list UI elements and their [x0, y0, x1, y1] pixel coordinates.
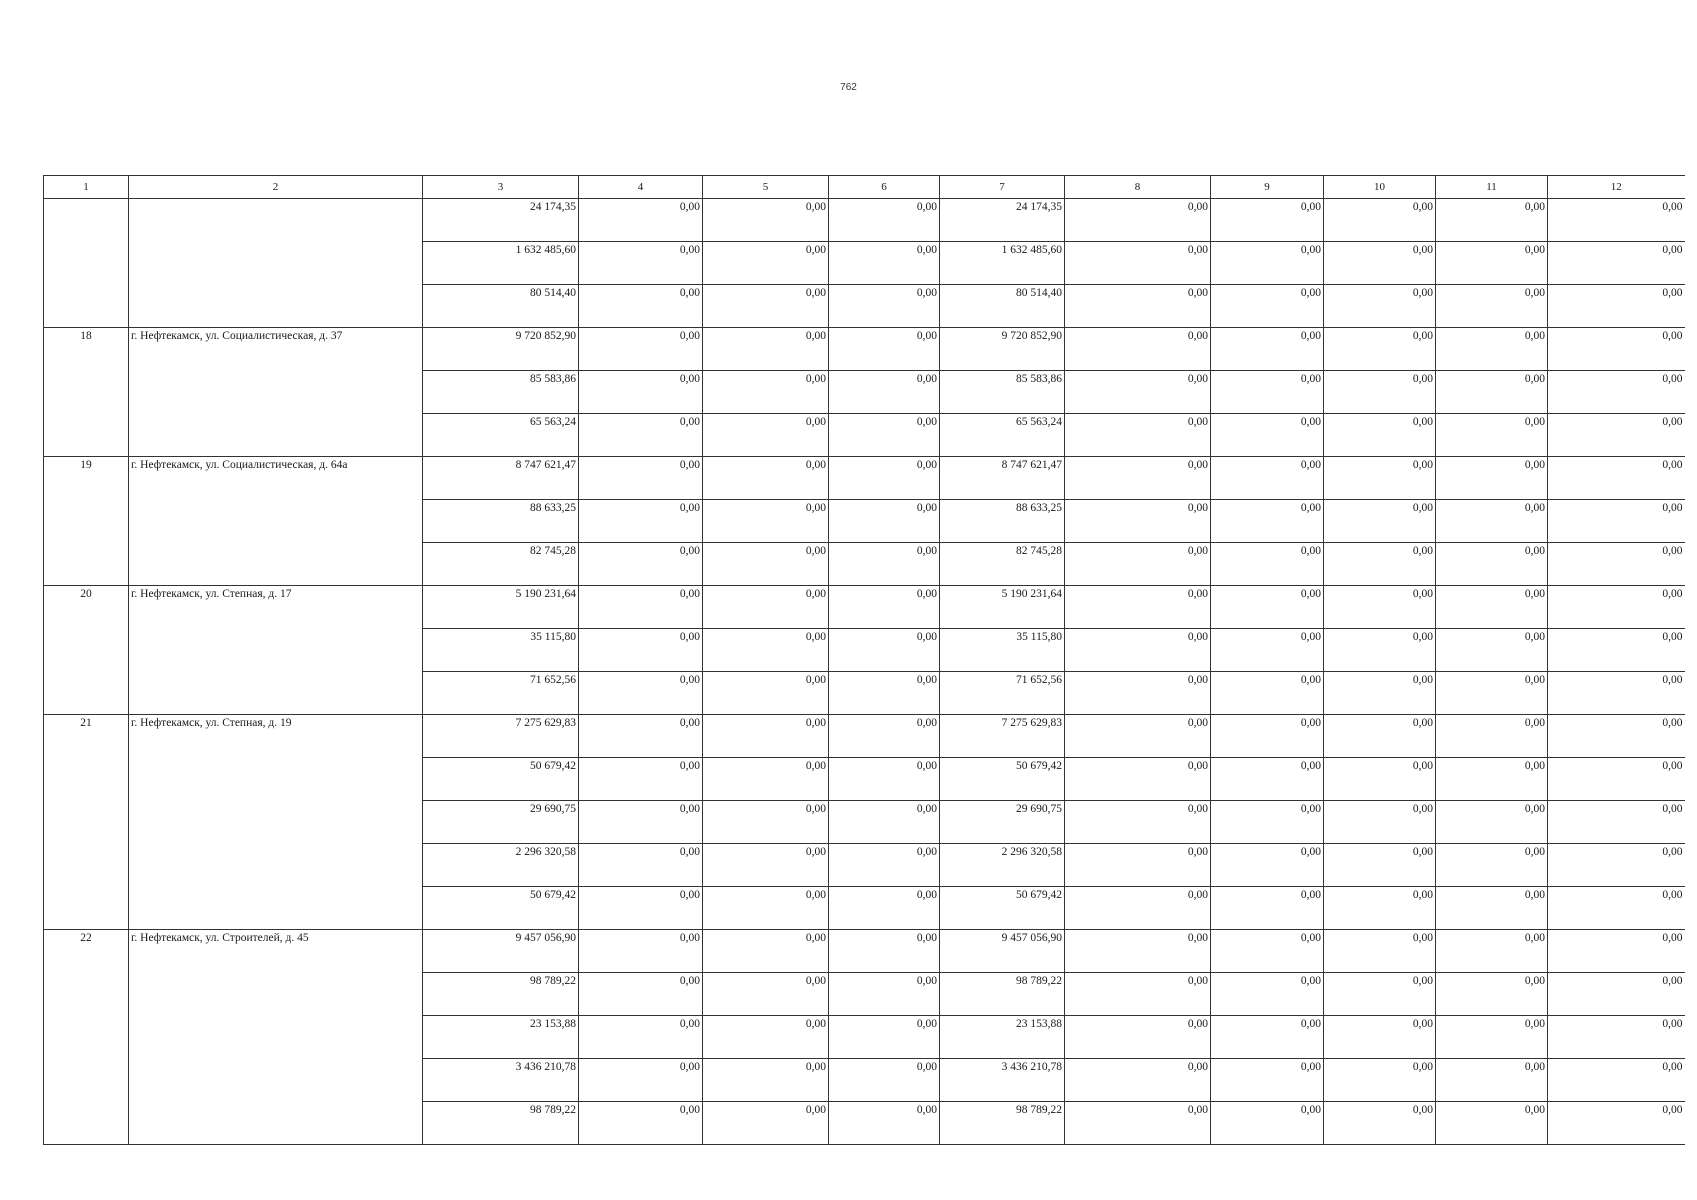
- column-header: 3: [423, 176, 579, 199]
- value-cell: 0,00: [1211, 457, 1324, 500]
- value-cell: 0,00: [1436, 973, 1548, 1016]
- value-cell: 29 690,75: [423, 801, 579, 844]
- column-header: 1: [44, 176, 129, 199]
- table-header: [44, 176, 1685, 199]
- value-cell: 0,00: [1548, 801, 1685, 844]
- value-cell: 0,00: [1548, 973, 1685, 1016]
- value-cell: 0,00: [1211, 199, 1324, 242]
- value-cell: 0,00: [1324, 414, 1436, 457]
- value-cell: 0,00: [1436, 715, 1548, 758]
- value-cell: 98 789,22: [423, 1102, 579, 1145]
- value-cell: 0,00: [829, 801, 940, 844]
- column-header: 10: [1324, 176, 1436, 199]
- address-cell: г. Нефтекамск, ул. Социалистическая, д. 64а: [129, 457, 423, 586]
- value-cell: 0,00: [1324, 629, 1436, 672]
- value-cell: 0,00: [1324, 500, 1436, 543]
- value-cell: 0,00: [1548, 629, 1685, 672]
- value-cell: 0,00: [1436, 844, 1548, 887]
- table-body: [44, 199, 1685, 1145]
- value-cell: 0,00: [703, 242, 829, 285]
- value-cell: 0,00: [703, 586, 829, 629]
- value-cell: 0,00: [579, 586, 703, 629]
- value-cell: 0,00: [1436, 1059, 1548, 1102]
- value-cell: 0,00: [1324, 1059, 1436, 1102]
- value-cell: 3 436 210,78: [423, 1059, 579, 1102]
- value-cell: 0,00: [703, 715, 829, 758]
- header-row: [44, 176, 1685, 199]
- value-cell: 50 679,42: [940, 887, 1065, 930]
- value-cell: 0,00: [1065, 801, 1211, 844]
- value-cell: 0,00: [1548, 457, 1685, 500]
- value-cell: 0,00: [1548, 285, 1685, 328]
- value-cell: 0,00: [579, 1102, 703, 1145]
- value-cell: 0,00: [1548, 758, 1685, 801]
- value-cell: 0,00: [1324, 844, 1436, 887]
- value-cell: 0,00: [579, 543, 703, 586]
- value-cell: 0,00: [1211, 672, 1324, 715]
- value-cell: 0,00: [829, 629, 940, 672]
- value-cell: 80 514,40: [423, 285, 579, 328]
- value-cell: 0,00: [1436, 414, 1548, 457]
- value-cell: 0,00: [1065, 371, 1211, 414]
- value-cell: 0,00: [579, 1016, 703, 1059]
- value-cell: 0,00: [1065, 887, 1211, 930]
- value-cell: 35 115,80: [940, 629, 1065, 672]
- table-row: [44, 930, 1685, 973]
- value-cell: 0,00: [703, 844, 829, 887]
- value-cell: 0,00: [1211, 801, 1324, 844]
- value-cell: 0,00: [1548, 500, 1685, 543]
- value-cell: 0,00: [1065, 199, 1211, 242]
- value-cell: 0,00: [1211, 887, 1324, 930]
- value-cell: 0,00: [1548, 328, 1685, 371]
- value-cell: 7 275 629,83: [940, 715, 1065, 758]
- value-cell: 0,00: [1436, 758, 1548, 801]
- value-cell: 0,00: [1436, 328, 1548, 371]
- value-cell: 0,00: [703, 887, 829, 930]
- value-cell: 85 583,86: [423, 371, 579, 414]
- value-cell: 71 652,56: [423, 672, 579, 715]
- value-cell: 0,00: [703, 1016, 829, 1059]
- data-table: [43, 175, 1685, 1145]
- value-cell: 0,00: [579, 758, 703, 801]
- value-cell: 0,00: [829, 930, 940, 973]
- value-cell: 0,00: [829, 1016, 940, 1059]
- column-header: 12: [1548, 176, 1685, 199]
- value-cell: 0,00: [1324, 328, 1436, 371]
- value-cell: 8 747 621,47: [423, 457, 579, 500]
- row-number-cell: 21: [44, 715, 129, 930]
- value-cell: 0,00: [1436, 199, 1548, 242]
- value-cell: 0,00: [1436, 371, 1548, 414]
- value-cell: 0,00: [1211, 844, 1324, 887]
- value-cell: 0,00: [829, 328, 940, 371]
- value-cell: 0,00: [579, 242, 703, 285]
- value-cell: 50 679,42: [423, 758, 579, 801]
- value-cell: 0,00: [829, 371, 940, 414]
- value-cell: 0,00: [1211, 715, 1324, 758]
- value-cell: 0,00: [1065, 758, 1211, 801]
- value-cell: 0,00: [1548, 672, 1685, 715]
- value-cell: 24 174,35: [423, 199, 579, 242]
- value-cell: 2 296 320,58: [940, 844, 1065, 887]
- value-cell: 0,00: [1065, 629, 1211, 672]
- value-cell: 5 190 231,64: [423, 586, 579, 629]
- value-cell: 0,00: [579, 328, 703, 371]
- value-cell: 0,00: [829, 543, 940, 586]
- value-cell: 0,00: [1548, 715, 1685, 758]
- value-cell: 0,00: [1436, 930, 1548, 973]
- value-cell: 82 745,28: [423, 543, 579, 586]
- value-cell: 88 633,25: [423, 500, 579, 543]
- value-cell: 0,00: [1324, 715, 1436, 758]
- value-cell: 23 153,88: [423, 1016, 579, 1059]
- value-cell: 0,00: [579, 500, 703, 543]
- value-cell: 0,00: [579, 285, 703, 328]
- value-cell: 0,00: [1065, 1059, 1211, 1102]
- value-cell: 0,00: [1548, 543, 1685, 586]
- value-cell: 0,00: [1436, 629, 1548, 672]
- value-cell: 0,00: [1211, 973, 1324, 1016]
- column-header: 5: [703, 176, 829, 199]
- value-cell: 0,00: [1324, 930, 1436, 973]
- value-cell: 0,00: [829, 242, 940, 285]
- row-number-cell: 20: [44, 586, 129, 715]
- value-cell: 0,00: [1065, 500, 1211, 543]
- value-cell: 0,00: [1211, 371, 1324, 414]
- value-cell: 0,00: [1324, 586, 1436, 629]
- value-cell: 0,00: [1065, 844, 1211, 887]
- value-cell: 88 633,25: [940, 500, 1065, 543]
- value-cell: 0,00: [703, 1102, 829, 1145]
- value-cell: 0,00: [703, 672, 829, 715]
- value-cell: 0,00: [579, 629, 703, 672]
- value-cell: 0,00: [703, 973, 829, 1016]
- column-header: 6: [829, 176, 940, 199]
- value-cell: 0,00: [1324, 887, 1436, 930]
- value-cell: 0,00: [1065, 414, 1211, 457]
- value-cell: 0,00: [829, 1102, 940, 1145]
- table-row: [44, 199, 1685, 242]
- value-cell: 0,00: [579, 457, 703, 500]
- value-cell: 0,00: [1211, 500, 1324, 543]
- value-cell: 0,00: [1436, 801, 1548, 844]
- value-cell: 0,00: [1548, 887, 1685, 930]
- value-cell: 0,00: [1436, 586, 1548, 629]
- value-cell: 0,00: [1065, 586, 1211, 629]
- value-cell: 0,00: [1211, 1059, 1324, 1102]
- value-cell: 0,00: [1324, 285, 1436, 328]
- value-cell: 0,00: [829, 715, 940, 758]
- value-cell: 0,00: [829, 414, 940, 457]
- value-cell: 9 457 056,90: [423, 930, 579, 973]
- address-cell: г. Нефтекамск, ул. Социалистическая, д. 37: [129, 328, 423, 457]
- value-cell: 82 745,28: [940, 543, 1065, 586]
- value-cell: 0,00: [579, 715, 703, 758]
- value-cell: 0,00: [579, 371, 703, 414]
- row-number-cell: 22: [44, 930, 129, 1145]
- value-cell: 0,00: [1548, 242, 1685, 285]
- table-row: [44, 457, 1685, 500]
- value-cell: 85 583,86: [940, 371, 1065, 414]
- value-cell: 5 190 231,64: [940, 586, 1065, 629]
- value-cell: 9 720 852,90: [423, 328, 579, 371]
- value-cell: 0,00: [1324, 1102, 1436, 1145]
- row-number-cell: 18: [44, 328, 129, 457]
- value-cell: 0,00: [703, 801, 829, 844]
- value-cell: 24 174,35: [940, 199, 1065, 242]
- value-cell: 0,00: [1211, 242, 1324, 285]
- value-cell: 0,00: [1436, 672, 1548, 715]
- value-cell: 0,00: [1065, 930, 1211, 973]
- value-cell: 0,00: [829, 887, 940, 930]
- value-cell: 0,00: [1548, 1016, 1685, 1059]
- value-cell: 0,00: [829, 758, 940, 801]
- value-cell: 80 514,40: [940, 285, 1065, 328]
- address-cell: г. Нефтекамск, ул. Степная, д. 19: [129, 715, 423, 930]
- value-cell: 0,00: [1324, 371, 1436, 414]
- value-cell: 98 789,22: [423, 973, 579, 1016]
- column-header: 9: [1211, 176, 1324, 199]
- value-cell: 0,00: [1211, 328, 1324, 371]
- value-cell: 0,00: [1065, 328, 1211, 371]
- value-cell: 0,00: [829, 199, 940, 242]
- value-cell: 0,00: [579, 930, 703, 973]
- value-cell: 0,00: [829, 586, 940, 629]
- value-cell: 0,00: [829, 285, 940, 328]
- value-cell: 0,00: [1548, 414, 1685, 457]
- value-cell: 0,00: [1211, 586, 1324, 629]
- value-cell: 9 720 852,90: [940, 328, 1065, 371]
- value-cell: 0,00: [1211, 414, 1324, 457]
- value-cell: 0,00: [579, 414, 703, 457]
- value-cell: 0,00: [1436, 1016, 1548, 1059]
- value-cell: 0,00: [1324, 457, 1436, 500]
- value-cell: 0,00: [1548, 844, 1685, 887]
- table-row: [44, 328, 1685, 371]
- column-header: 2: [129, 176, 423, 199]
- value-cell: 8 747 621,47: [940, 457, 1065, 500]
- value-cell: 0,00: [1065, 973, 1211, 1016]
- value-cell: 0,00: [1324, 801, 1436, 844]
- value-cell: 0,00: [703, 629, 829, 672]
- value-cell: 0,00: [703, 285, 829, 328]
- value-cell: 9 457 056,90: [940, 930, 1065, 973]
- value-cell: 0,00: [1065, 242, 1211, 285]
- value-cell: 0,00: [1324, 199, 1436, 242]
- value-cell: 0,00: [1548, 586, 1685, 629]
- value-cell: 0,00: [1436, 457, 1548, 500]
- address-cell: г. Нефтекамск, ул. Степная, д. 17: [129, 586, 423, 715]
- value-cell: 0,00: [703, 758, 829, 801]
- value-cell: 0,00: [1211, 1016, 1324, 1059]
- value-cell: 0,00: [703, 930, 829, 973]
- value-cell: 0,00: [1324, 973, 1436, 1016]
- value-cell: 65 563,24: [940, 414, 1065, 457]
- value-cell: 0,00: [579, 199, 703, 242]
- row-number-cell: 19: [44, 457, 129, 586]
- value-cell: 0,00: [829, 1059, 940, 1102]
- value-cell: 0,00: [1324, 672, 1436, 715]
- value-cell: 35 115,80: [423, 629, 579, 672]
- value-cell: 1 632 485,60: [423, 242, 579, 285]
- value-cell: 0,00: [703, 457, 829, 500]
- value-cell: 0,00: [829, 457, 940, 500]
- value-cell: 98 789,22: [940, 973, 1065, 1016]
- table-row: [44, 715, 1685, 758]
- value-cell: 3 436 210,78: [940, 1059, 1065, 1102]
- value-cell: 0,00: [703, 328, 829, 371]
- value-cell: 0,00: [1436, 1102, 1548, 1145]
- value-cell: 0,00: [1548, 930, 1685, 973]
- value-cell: 0,00: [1324, 1016, 1436, 1059]
- column-header: 8: [1065, 176, 1211, 199]
- value-cell: 1 632 485,60: [940, 242, 1065, 285]
- value-cell: 0,00: [1065, 457, 1211, 500]
- value-cell: 0,00: [1211, 543, 1324, 586]
- value-cell: 0,00: [703, 543, 829, 586]
- value-cell: 0,00: [1436, 543, 1548, 586]
- value-cell: 0,00: [579, 672, 703, 715]
- value-cell: 0,00: [829, 672, 940, 715]
- column-header: 11: [1436, 176, 1548, 199]
- value-cell: 98 789,22: [940, 1102, 1065, 1145]
- value-cell: 0,00: [1211, 629, 1324, 672]
- value-cell: 0,00: [703, 500, 829, 543]
- value-cell: 0,00: [579, 1059, 703, 1102]
- table-row: [44, 586, 1685, 629]
- value-cell: 0,00: [703, 1059, 829, 1102]
- value-cell: 0,00: [579, 801, 703, 844]
- value-cell: 0,00: [1436, 242, 1548, 285]
- value-cell: 0,00: [579, 973, 703, 1016]
- value-cell: 0,00: [1324, 758, 1436, 801]
- value-cell: 7 275 629,83: [423, 715, 579, 758]
- value-cell: 29 690,75: [940, 801, 1065, 844]
- value-cell: 0,00: [1211, 285, 1324, 328]
- value-cell: 50 679,42: [423, 887, 579, 930]
- value-cell: 0,00: [1065, 672, 1211, 715]
- value-cell: 0,00: [1324, 543, 1436, 586]
- value-cell: 0,00: [1065, 1016, 1211, 1059]
- value-cell: 0,00: [579, 887, 703, 930]
- value-cell: 0,00: [1436, 500, 1548, 543]
- value-cell: 71 652,56: [940, 672, 1065, 715]
- value-cell: 0,00: [1065, 543, 1211, 586]
- value-cell: 0,00: [1065, 715, 1211, 758]
- value-cell: 0,00: [1548, 1102, 1685, 1145]
- column-header: 4: [579, 176, 703, 199]
- value-cell: 50 679,42: [940, 758, 1065, 801]
- value-cell: 0,00: [1065, 1102, 1211, 1145]
- value-cell: 0,00: [1324, 242, 1436, 285]
- value-cell: 65 563,24: [423, 414, 579, 457]
- value-cell: 0,00: [1548, 1059, 1685, 1102]
- value-cell: 0,00: [1211, 758, 1324, 801]
- value-cell: 0,00: [703, 414, 829, 457]
- value-cell: 0,00: [703, 371, 829, 414]
- value-cell: 0,00: [1065, 285, 1211, 328]
- value-cell: 0,00: [829, 973, 940, 1016]
- address-cell: г. Нефтекамск, ул. Строителей, д. 45: [129, 930, 423, 1145]
- value-cell: 0,00: [1436, 285, 1548, 328]
- row-number-cell: [44, 199, 129, 328]
- value-cell: 2 296 320,58: [423, 844, 579, 887]
- column-header: 7: [940, 176, 1065, 199]
- value-cell: 0,00: [829, 500, 940, 543]
- value-cell: 0,00: [1548, 199, 1685, 242]
- value-cell: 0,00: [703, 199, 829, 242]
- value-cell: 0,00: [1436, 887, 1548, 930]
- value-cell: 23 153,88: [940, 1016, 1065, 1059]
- value-cell: 0,00: [579, 844, 703, 887]
- value-cell: 0,00: [1548, 371, 1685, 414]
- value-cell: 0,00: [829, 844, 940, 887]
- address-cell: [129, 199, 423, 328]
- value-cell: 0,00: [1211, 930, 1324, 973]
- value-cell: 0,00: [1211, 1102, 1324, 1145]
- page-number: 762: [840, 82, 857, 93]
